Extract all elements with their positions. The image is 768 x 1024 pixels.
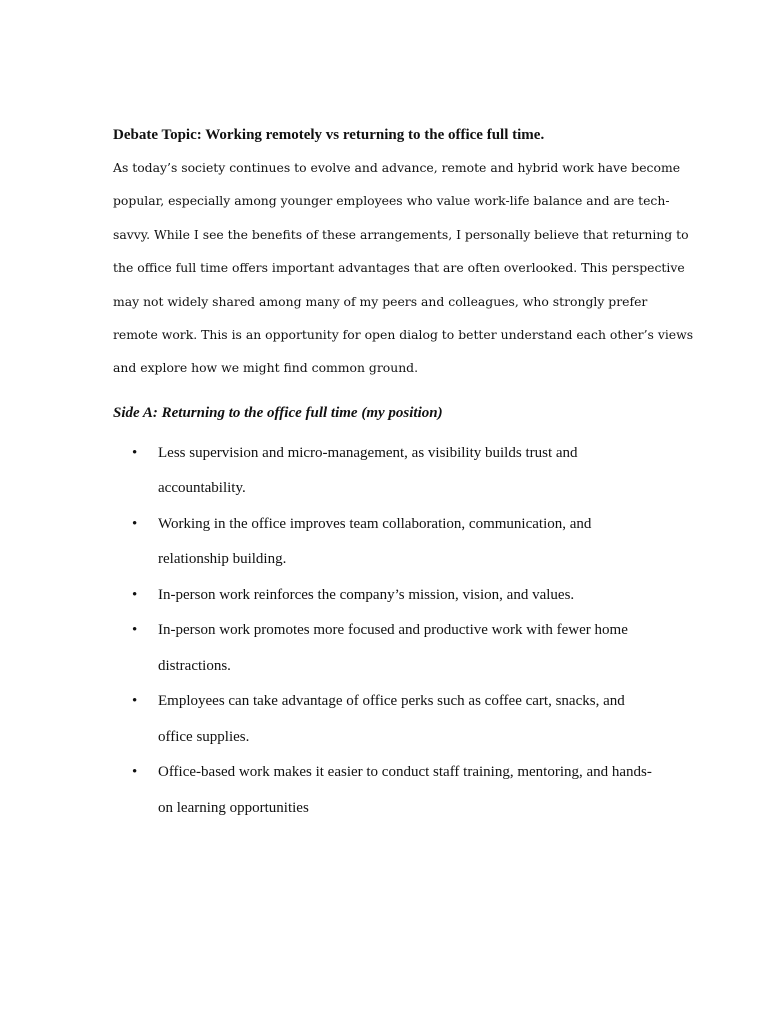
bullet-text-line: In-person work promotes more focused and productive work with fewer home (158, 622, 628, 639)
document-title: Debate Topic: Working remotely vs returning to the office full time. (113, 127, 545, 143)
bullet-text-line: In-person work reinforces the company’s mission, vision, and values. (158, 586, 575, 603)
bullet-text-line: office supplies. (158, 728, 250, 745)
bullet-text-line: Less supervision and micro-management, as visibility builds trust and (158, 444, 578, 461)
intro-line: savvy. While I see the benefits of these arrangements, I personally believe that returning to (113, 226, 689, 242)
bullet-item (113, 755, 661, 826)
bullet-text-line: Working in the office improves team collaboration, communication, and (158, 515, 592, 532)
bullet-text-line: Office-based work makes it easier to conduct staff training, mentoring, and hands- (158, 764, 652, 781)
bullet-icon: • (132, 622, 138, 639)
bullet-item (113, 436, 661, 507)
bullet-icon: • (132, 693, 138, 710)
bullet-icon: • (132, 444, 138, 461)
intro-line: As today’s society continues to evolve and advance, remote and hybrid work have become (113, 160, 681, 175)
intro-line: remote work. This is an opportunity for open dialog to better understand each other’s views (113, 327, 694, 343)
side-a-heading: Side A: Returning to the office full time (my position) (113, 404, 443, 421)
bullet-icon: • (132, 586, 138, 603)
intro-line: popular, especially among younger employees who value work-life balance and are tech- (113, 193, 670, 209)
bullet-icon: • (132, 515, 138, 532)
bullet-item (113, 684, 661, 755)
bullet-text-line: Employees can take advantage of office perks such as coffee cart, snacks, and (158, 693, 625, 710)
bullet-text-line: on learning opportunities (158, 799, 309, 816)
bullet-item (113, 613, 661, 684)
bullet-icon: • (132, 764, 138, 781)
bullet-text-line: accountability. (158, 480, 246, 497)
intro-line: may not widely shared among many of my peers and colleagues, who strongly prefer (113, 293, 648, 309)
intro-line: the office full time offers important advantages that are often overlooked. This perspective (113, 260, 685, 276)
bullet-text-line: distractions. (158, 657, 231, 674)
bullet-text-line: relationship building. (158, 551, 287, 568)
bullet-item (113, 578, 661, 614)
bullet-item (113, 507, 661, 578)
document-body (113, 124, 694, 826)
intro-paragraph (113, 151, 694, 385)
intro-line: and explore how we might find common ground. (113, 360, 419, 376)
side-a-bullet-list (113, 436, 661, 827)
